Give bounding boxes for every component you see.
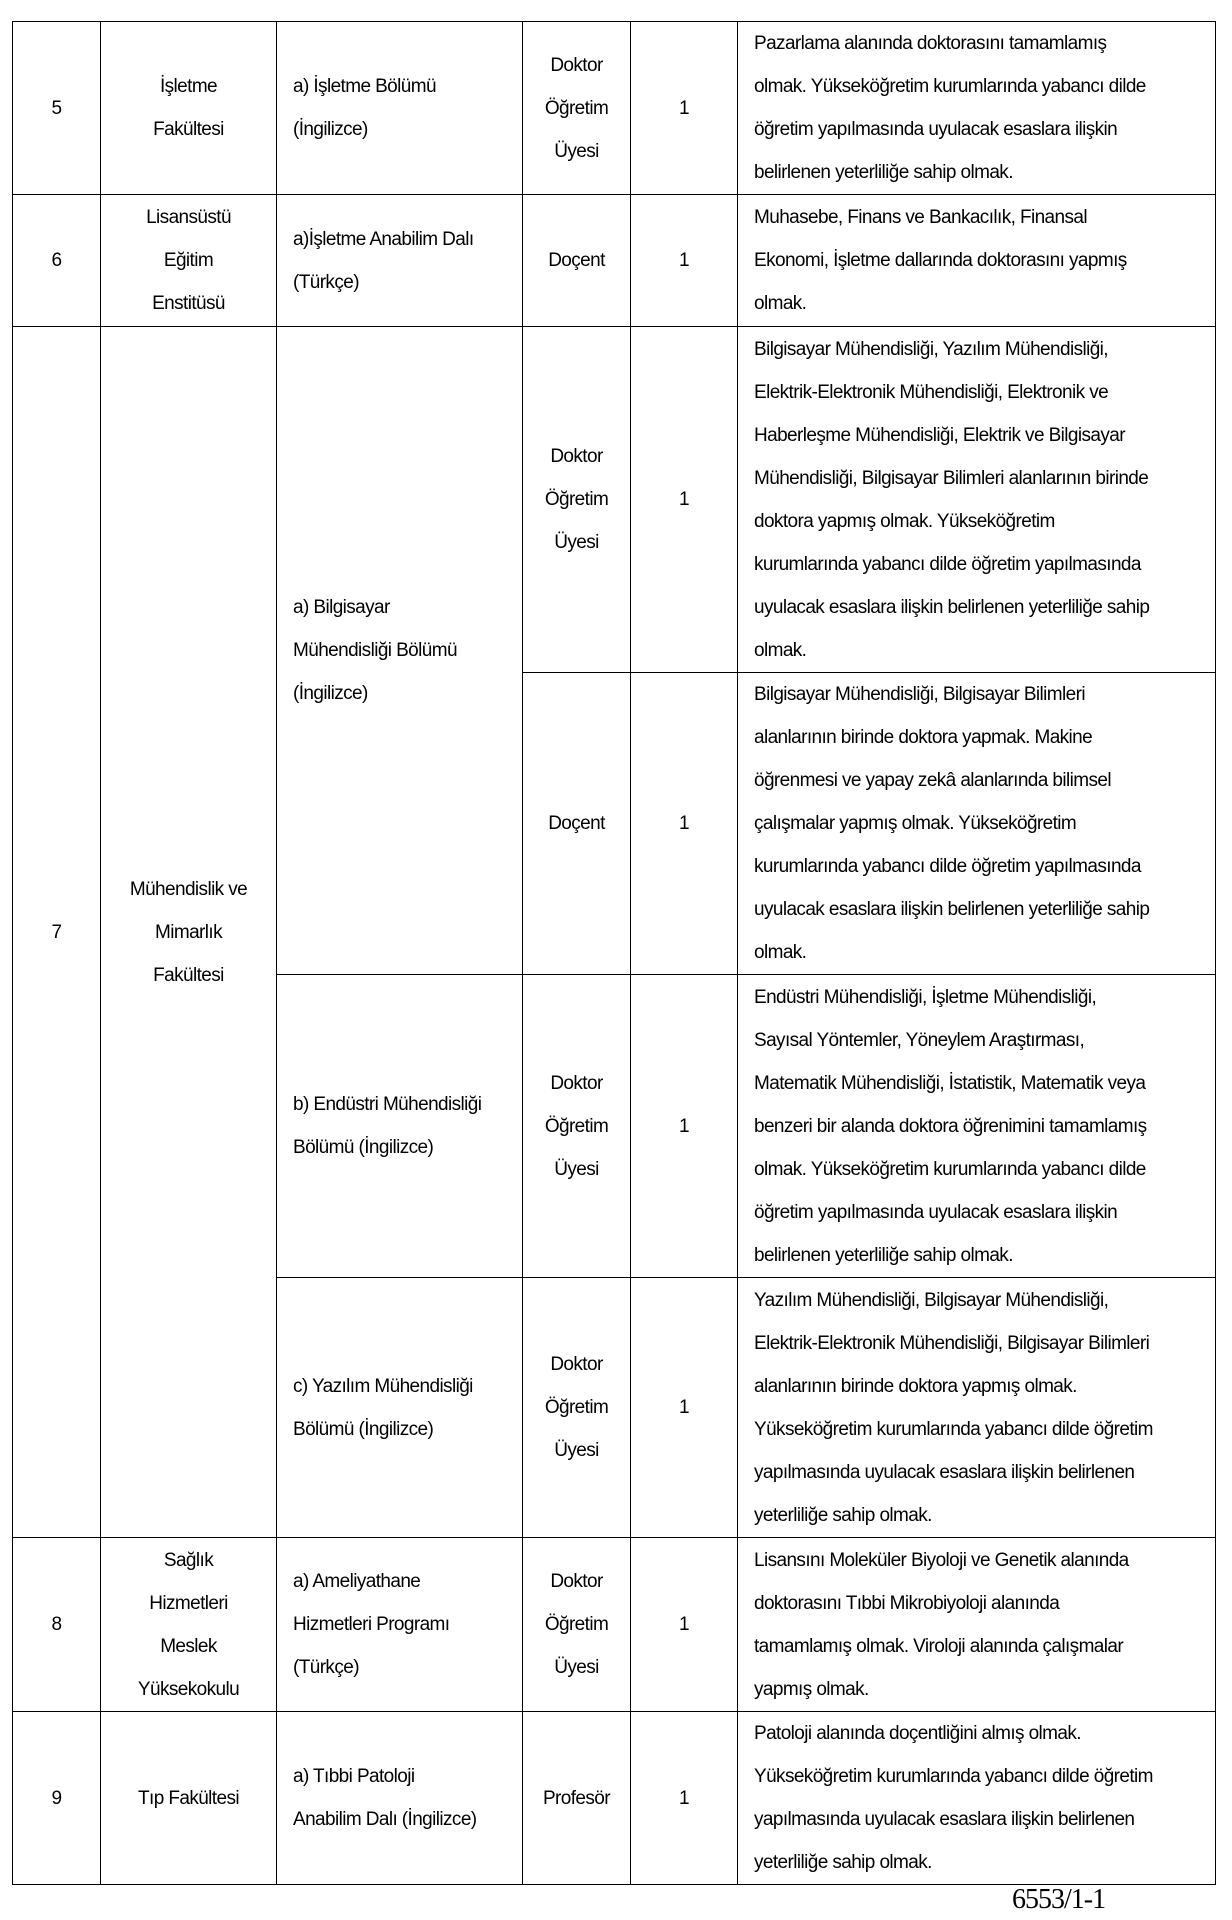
department xyxy=(277,195,523,327)
unit-name-line: Mühendislik ve xyxy=(129,878,248,900)
department-line: c) Yazılım Mühendisliği xyxy=(293,1375,473,1397)
requirements-line: Bilgisayar Mühendisliği, Yazılım Mühendisliği, xyxy=(754,338,1108,360)
row-number: 9 xyxy=(13,1712,101,1885)
unit-name-line: Lisansüstü xyxy=(146,207,231,228)
academic-title xyxy=(523,1712,631,1885)
academic-title-line: Doktor xyxy=(550,1072,603,1094)
position-count: 1 xyxy=(631,1712,738,1885)
requirements-line: Matematik Mühendisliği, İstatistik, Matematik veya xyxy=(754,1072,1146,1094)
requirements-line: uyulacak esaslara ilişkin belirlenen yeterliliğe sahip xyxy=(754,596,1150,618)
requirements-line: öğretim yapılmasında uyulacak esaslara ilişkin xyxy=(754,1201,1118,1223)
academic-title-line: Profesör xyxy=(542,1787,610,1809)
department-line: a)İşletme Anabilim Dalı xyxy=(293,228,474,250)
requirements-line: Mühendisliği, Bilgisayar Bilimleri alanlarının birinde xyxy=(754,467,1149,489)
table-row xyxy=(13,1712,1216,1885)
academic-title-line: Doçent xyxy=(548,250,605,271)
unit-name-line: Meslek xyxy=(160,1635,217,1657)
department xyxy=(277,1712,523,1885)
requirements-line: öğretim yapılmasında uyulacak esaslara ilişkin xyxy=(754,119,1118,140)
department-line: b) Endüstri Mühendisliği xyxy=(293,1094,482,1115)
department-line: a) Tıbbi Patoloji xyxy=(293,1766,415,1787)
requirements-line: olmak. xyxy=(754,293,807,314)
requirements-line: yeterliliğe sahip olmak. xyxy=(754,1504,932,1526)
requirements-line: öğrenmesi ve yapay zekâ alanlarında bilimsel xyxy=(754,770,1111,791)
academic-title-line: Öğretim xyxy=(544,489,609,510)
department xyxy=(277,22,523,195)
requirements-line: yapmış olmak. xyxy=(754,1678,869,1700)
position-count: 1 xyxy=(631,195,738,327)
position-count: 1 xyxy=(631,22,738,195)
unit-name xyxy=(101,327,277,1538)
requirements-line: Elektrik-Elektronik Mühendisliği, Bilgisayar Bilimleri xyxy=(754,1332,1150,1354)
requirements-line: benzeri bir alanda doktora öğrenimini tamamlamış xyxy=(754,1115,1147,1137)
unit-name-line: Fakültesi xyxy=(153,964,224,986)
department-line: Mühendisliği Bölümü xyxy=(293,640,457,661)
requirements-line: Pazarlama alanında doktorasını tamamlamış xyxy=(754,33,1107,54)
position-count: 1 xyxy=(631,1278,738,1538)
requirements-line: doktorasını Tıbbi Mikrobiyoloji alanında xyxy=(754,1592,1060,1614)
table-row xyxy=(13,22,1216,195)
requirements-line: yeterliliğe sahip olmak. xyxy=(754,1852,932,1873)
requirements-line: tamamlamış olmak. Viroloji alanında çalışmalar xyxy=(754,1635,1124,1657)
academic-title xyxy=(523,195,631,327)
requirements-line: Ekonomi, İşletme dallarında doktorasını yapmış xyxy=(754,250,1127,271)
requirements xyxy=(738,1712,1216,1885)
requirements-line: alanlarının birinde doktora yapmış olmak. xyxy=(754,1375,1077,1397)
academic-title-line: Üyesi xyxy=(554,1657,599,1678)
department-line: (İngilizce) xyxy=(293,119,368,140)
requirements xyxy=(738,327,1216,673)
requirements-line: Lisansını Moleküler Biyoloji ve Genetik alanında xyxy=(754,1549,1129,1571)
academic-title-line: Üyesi xyxy=(554,1158,599,1180)
department-line: (Türkçe) xyxy=(293,271,359,293)
requirements-line: Yükseköğretim kurumlarında yabancı dilde öğretim xyxy=(754,1418,1153,1440)
unit-name-line: Yüksekokulu xyxy=(137,1678,240,1700)
requirements-line: Haberleşme Mühendisliği, Elektrik ve Bilgisayar xyxy=(754,424,1125,446)
table-row xyxy=(13,1538,1216,1712)
requirements-line: olmak. Yükseköğretim kurumlarında yabancı dilde xyxy=(754,1158,1146,1180)
department-line: (Türkçe) xyxy=(293,1657,359,1678)
department-line: a) Ameliyathane xyxy=(293,1571,421,1592)
position-count: 1 xyxy=(631,327,738,673)
academic-title-line: Doktor xyxy=(550,1354,603,1375)
academic-title xyxy=(523,975,631,1278)
row-number: 5 xyxy=(13,22,101,195)
unit-name-line: Tıp Fakültesi xyxy=(138,1787,239,1809)
requirements xyxy=(738,673,1216,975)
academic-title xyxy=(523,327,631,673)
requirements-line: çalışmalar yapmış olmak. Yükseköğretim xyxy=(754,813,1077,834)
requirements-line: Yükseköğretim kurumlarında yabancı dilde öğretim xyxy=(754,1766,1153,1787)
requirements-line: olmak. Yükseköğretim kurumlarında yabancı dilde xyxy=(754,76,1146,97)
department xyxy=(277,975,523,1278)
requirements-line: kurumlarında yabancı dilde öğretim yapılmasında xyxy=(754,553,1141,575)
requirements-line: belirlenen yeterliliğe sahip olmak. xyxy=(754,1244,1013,1266)
department-line: a) Bilgisayar xyxy=(293,597,390,618)
department xyxy=(277,1278,523,1538)
unit-name xyxy=(101,195,277,327)
requirements xyxy=(738,975,1216,1278)
page-number: 6553/1-1 xyxy=(1012,1884,1106,1915)
department-line: Bölümü (İngilizce) xyxy=(293,1137,434,1158)
requirements-line: yapılmasında uyulacak esaslara ilişkin belirlenen xyxy=(754,1809,1135,1830)
academic-title-line: Doktor xyxy=(550,54,603,76)
requirements-line: doktora yapmış olmak. Yükseköğretim xyxy=(754,510,1055,532)
academic-title-line: Üyesi xyxy=(554,532,599,553)
academic-title-line: Üyesi xyxy=(554,1440,599,1461)
row-number: 8 xyxy=(13,1538,101,1712)
department-line: a) İşletme Bölümü xyxy=(293,76,436,97)
requirements-line: Sayısal Yöntemler, Yöneylem Araştırması, xyxy=(754,1029,1085,1051)
requirements-line: Muhasebe, Finans ve Bankacılık, Finansal xyxy=(754,207,1087,228)
unit-name-line: Fakültesi xyxy=(153,119,224,140)
unit-name-line: Mimarlık xyxy=(155,921,222,943)
unit-name-line: Hizmetleri xyxy=(149,1592,228,1614)
requirements-line: uyulacak esaslara ilişkin belirlenen yeterliliğe sahip xyxy=(754,899,1150,920)
requirements-line: alanlarının birinde doktora yapmak. Makine xyxy=(754,727,1093,748)
department-line: Anabilim Dalı (İngilizce) xyxy=(293,1809,477,1830)
department xyxy=(277,327,523,975)
academic-title xyxy=(523,22,631,195)
academic-title-line: Doktor xyxy=(550,1571,603,1592)
department-line: Hizmetleri Programı xyxy=(293,1614,450,1635)
academic-title-line: Öğretim xyxy=(544,97,609,119)
requirements-line: Bilgisayar Mühendisliği, Bilgisayar Bilimleri xyxy=(754,684,1085,705)
requirements xyxy=(738,195,1216,327)
position-count: 1 xyxy=(631,1538,738,1712)
academic-title xyxy=(523,673,631,975)
academic-title-line: Üyesi xyxy=(554,140,599,162)
position-count: 1 xyxy=(631,673,738,975)
requirements-line: belirlenen yeterliliğe sahip olmak. xyxy=(754,162,1013,183)
academic-title-line: Doçent xyxy=(548,813,605,834)
requirements-line: Patoloji alanında doçentliğini almış olmak. xyxy=(754,1723,1081,1744)
requirements-line: yapılmasında uyulacak esaslara ilişkin belirlenen xyxy=(754,1461,1135,1483)
department-line: Bölümü (İngilizce) xyxy=(293,1418,434,1440)
academic-title xyxy=(523,1538,631,1712)
academic-title-line: Doktor xyxy=(550,446,603,467)
positions-table xyxy=(12,21,1216,1885)
academic-title-line: Öğretim xyxy=(544,1397,609,1418)
academic-title-line: Öğretim xyxy=(544,1614,609,1635)
row-number: 6 xyxy=(13,195,101,327)
academic-title-line: Öğretim xyxy=(544,1115,609,1137)
unit-name xyxy=(101,1712,277,1885)
table-row xyxy=(13,327,1216,673)
unit-name-line: Enstitüsü xyxy=(152,293,225,314)
department-line: (İngilizce) xyxy=(293,683,368,704)
department xyxy=(277,1538,523,1712)
requirements-line: Elektrik-Elektronik Mühendisliği, Elektronik ve xyxy=(754,381,1109,403)
requirements-line: Endüstri Mühendisliği, İşletme Mühendisliği, xyxy=(754,986,1097,1008)
requirements-line: kurumlarında yabancı dilde öğretim yapılmasında xyxy=(754,856,1141,877)
unit-name-line: Eğitim xyxy=(163,250,214,271)
requirements-line: olmak. xyxy=(754,942,807,963)
unit-name-line: İşletme xyxy=(159,76,218,97)
unit-name xyxy=(101,22,277,195)
unit-name-line: Sağlık xyxy=(163,1549,214,1571)
requirements xyxy=(738,1538,1216,1712)
requirements xyxy=(738,1278,1216,1538)
unit-name xyxy=(101,1538,277,1712)
requirements-line: olmak. xyxy=(754,639,807,661)
table-row xyxy=(13,195,1216,327)
academic-title xyxy=(523,1278,631,1538)
requirements xyxy=(738,22,1216,195)
requirements-line: Yazılım Mühendisliği, Bilgisayar Mühendisliği, xyxy=(754,1289,1109,1311)
position-count: 1 xyxy=(631,975,738,1278)
row-number: 7 xyxy=(13,327,101,1538)
